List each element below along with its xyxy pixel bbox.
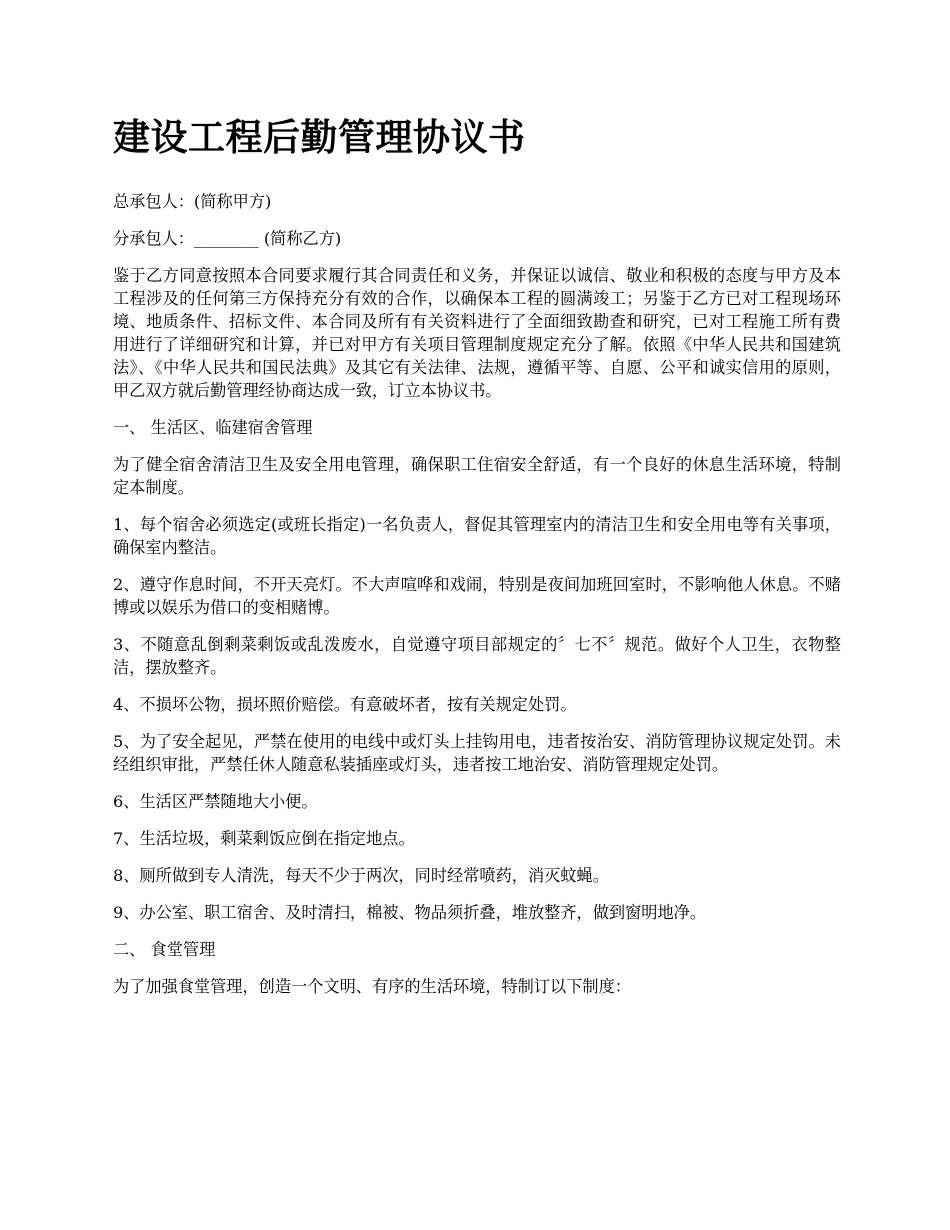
section-heading-canteen: 二、 食堂管理 xyxy=(113,940,216,959)
rule-item-2: 2、遵守作息时间，不开天亮灯。不大声喧哗和戏闹，特别是夜间加班回室时，不影响他人休息。不赌博或以娱乐为借口的变相赌博。 xyxy=(113,575,841,617)
preamble-paragraph: 鉴于乙方同意按照本合同要求履行其合同责任和义务，并保证以诚信、敬业和积极的态度与甲方及本工程涉及的任何第三方保持充分有效的合作，以确保本工程的圆满竣工；另鉴于乙方已对工程现场环境、地质条件、招标文件、本合同及所有有关资料进行了全面细致勘查和研究，已对工程施工所有费用进行了详细研究和计算，并已对甲方有关项目管理制度规定充分了解。依照《中华人民共和国建筑法》、《中华人民共和国民法典》及其它有关法律、法规，遵循平等、自愿、公平和诚实信用的原则，甲乙双方就后勤管理经协商达成一致，订立本协议书。 xyxy=(113,266,841,400)
document-title: 建设工程后勤管理协议书 xyxy=(113,115,526,159)
canteen-intro-paragraph: 为了加强食堂管理，创造一个文明、有序的生活环境，特制订以下制度： xyxy=(113,977,631,996)
subcontractor-line: 分承包人：________ (简称乙方) xyxy=(113,229,342,248)
section-heading-dormitory: 一、 生活区、临建宿舍管理 xyxy=(113,418,313,437)
rule-item-1: 1、每个宿舍必须选定(或班长指定)一名负责人，督促其管理室内的清洁卫生和安全用电等有关事项，确保室内整洁。 xyxy=(113,515,841,557)
general-contractor-line: 总承包人：(简称甲方) xyxy=(113,192,272,211)
rule-item-7: 7、生活垃圾，剩菜剩饭应倒在指定地点。 xyxy=(113,829,415,848)
rule-item-9: 9、办公室、职工宿舍、及时清扫，棉被、物品须折叠，堆放整齐，做到窗明地净。 xyxy=(113,903,707,922)
rule-item-3: 3、不随意乱倒剩菜剩饭或乱泼废水，自觉遵守项目部规定的〞七不〞规范。做好个人卫生，衣物整洁，摆放整齐。 xyxy=(113,635,841,677)
rule-item-4: 4、不损坏公物，损坏照价赔偿。有意破坏者，按有关规定处罚。 xyxy=(113,695,577,714)
rule-item-8: 8、厕所做到专人清洗，每天不少于两次，同时经常喷药，消灭蚊蝇。 xyxy=(113,866,609,885)
dormitory-intro-paragraph: 为了健全宿舍清洁卫生及安全用电管理，确保职工住宿安全舒适，有一个良好的休息生活环境，特制定本制度。 xyxy=(113,455,841,497)
document-page xyxy=(113,112,841,1012)
rule-item-5: 5、为了安全起见，严禁在使用的电线中或灯头上挂钩用电，违者按治安、消防管理协议规定处罚。未经组织审批，严禁任休人随意私装插座或灯头，违者按工地治安、消防管理规定处罚。 xyxy=(113,732,841,774)
rule-item-6: 6、生活区严禁随地大小便。 xyxy=(113,792,318,811)
